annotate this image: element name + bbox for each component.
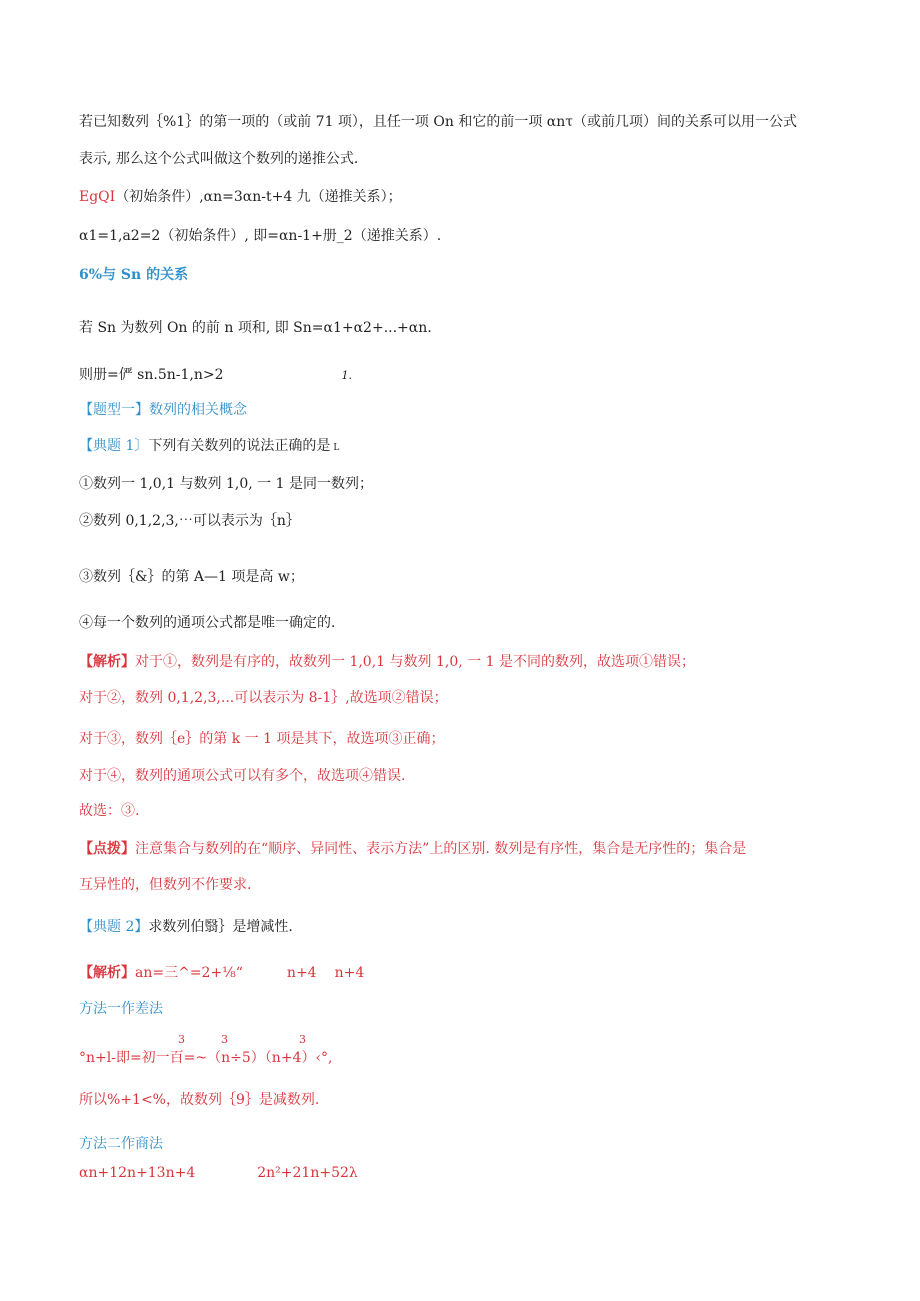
sn-definition: 若 Sn 为数列 On 的前 n 项和, 即 Sn=α1+α2+...+αn. [79, 320, 432, 336]
example-1-text: （初始条件）,αn=3αn-t+4 九（递推关系）； [115, 189, 402, 205]
sn-relation-text: 则册=俨 sn.5n-1,n>2 [79, 367, 224, 383]
tip1-label: 【点拨】 [79, 841, 135, 857]
sn-relation [79, 365, 352, 386]
solution1-line-5: 故选：③. [79, 803, 140, 819]
solution1-line-4: 对于④，数列的通项公式可以有多个，故选项④错误. [79, 768, 406, 784]
example-1-label: EgQI [79, 189, 116, 205]
intro-line-1: 若已知数列｛%1｝的第一项的（或前 71 项），且任一项 On 和它的前一项 αnτ（或前几项）间的关系可以用一公式 [79, 114, 797, 130]
problem1-option-1: ①数列一 1,0,1 与数列 1,0, 一 1 是同一数列； [79, 476, 373, 492]
solution2-conclusion: 所以%+1<%，故数列｛9｝是减数列. [79, 1092, 320, 1108]
section-sn-heading: 6%与 Sn 的关系 [79, 267, 189, 283]
problem1-option-4: ④每一个数列的通项公式都是唯一确定的. [79, 615, 336, 631]
solution2-den-1: n+4 [286, 965, 317, 981]
quotient-left: αn+12n+13n+4 [79, 1165, 196, 1181]
type1-text: 数列的相关概念 [149, 402, 247, 418]
tip1-line-1 [79, 839, 746, 859]
solution1-text-1: 对于①，数列是有序的，故数列一 1,0,1 与数列 1,0, 一 1 是不同的数列，故选项①错误； [135, 654, 695, 670]
tip1-line-2: 互异性的，但数列不作要求. [79, 877, 252, 893]
problem1-stem [79, 436, 339, 458]
sup-3-c: 3 [299, 1033, 306, 1046]
solution2-den-2: n+4 [334, 965, 365, 981]
problem1-option-3: ③数列｛&｝的第 A—1 项是高 w； [79, 569, 304, 585]
sn-relation-mark: 1. [341, 369, 352, 382]
method1-heading: 方法一作差法 [79, 1001, 163, 1017]
solution2-formula-text: an=三^=2+⅛“ [135, 965, 243, 981]
problem1-label: 【典题 1〕 [79, 438, 149, 454]
example-1 [79, 187, 402, 207]
sup-3-b: 3 [221, 1033, 228, 1046]
type1-bracket: 【题型一】 [79, 402, 149, 418]
solution1-label: 【解析】 [79, 654, 135, 670]
solution2-formula [79, 963, 364, 983]
solution1-line-3: 对于③，数列｛e｝的第 k 一 1 项是其下，故选项③正确； [79, 731, 445, 747]
problem1-trail: L [333, 443, 340, 453]
method2-quotient [79, 1163, 358, 1183]
problem2-stem [79, 917, 293, 937]
intro-line-2: 表示, 那么这个公式叫做这个数列的递推公式. [79, 151, 359, 167]
problem2-label: 【典题 2】 [79, 919, 149, 935]
method1-difference: °n+l-即=初一百=~（n÷5）（n+4）‹°, [79, 1050, 333, 1066]
problem2-text: 求数列伯翳｝是增减性. [148, 919, 293, 935]
solution2-label: 【解析】 [79, 965, 135, 981]
tip1-text-1: 注意集合与数列的在“顺序、异同性、表示方法”上的区别. 数列是有序性，集合是无序性的；集合是 [135, 841, 747, 857]
solution1-line-2: 对于②，数列 0,1,2,3,...可以表示为 8-1｝,故选项②错误； [79, 690, 448, 706]
type1-heading [79, 400, 247, 420]
solution1-line-1 [79, 652, 695, 672]
quotient-right: 2n²+21n+52λ [257, 1165, 358, 1181]
sup-3-a: 3 [178, 1033, 185, 1046]
problem1-option-2: ②数列 0,1,2,3,⋯可以表示为｛n｝ [79, 513, 300, 529]
problem1-text: 下列有关数列的说法正确的是 [148, 438, 331, 454]
example-2: α1=1,a2=2（初始条件）, 即=αn-1+册_2（递推关系）. [79, 228, 442, 244]
method2-heading: 方法二作商法 [79, 1136, 163, 1152]
